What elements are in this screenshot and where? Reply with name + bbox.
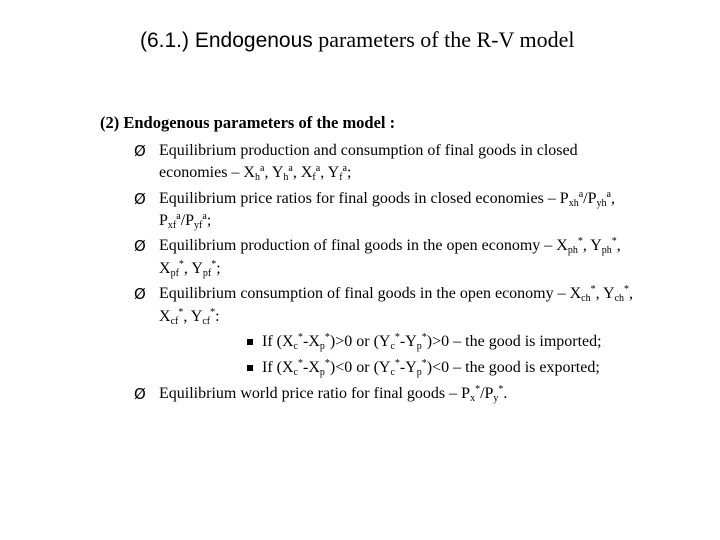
slide-title (140, 26, 574, 55)
item-1-line-2: economies – $X_h^a$, $Y_h^a$, $X_f^a$, $Y_f^a$; (159, 163, 352, 183)
item-2-line-2: $P_{xf}^a/P_{yf}^a$; (159, 211, 212, 231)
title-part-2: parameters of the R-V model (318, 27, 575, 52)
item-5-line-1: Equilibrium world price ratio for final goods – $P_x^*/P_y^*$. (159, 384, 508, 404)
square-bullet-icon (247, 365, 253, 371)
arrow-bullet-icon: Ø (134, 285, 146, 303)
item-4-line-2: $X_{cf}^*$, $Y_{cf}^*$: (159, 307, 220, 327)
arrow-bullet-icon: Ø (134, 237, 146, 255)
title-part-1: (6.1.) Endogenous (140, 29, 313, 52)
item-1-line-1: Equilibrium production and consumption of final goods in closed (159, 142, 578, 159)
sub-item-exported: If $(X_c^*-X_p^*)<0$ or $(Y_c^*-Y_p^*)<0$ – the good is exported; (262, 358, 600, 378)
arrow-bullet-icon: Ø (134, 142, 146, 160)
arrow-bullet-icon: Ø (134, 190, 146, 208)
square-bullet-icon (247, 339, 253, 345)
item-3-line-1: Equilibrium production of final goods in the open economy – $X_{ph}^*$, $Y_{ph}^*$, (159, 236, 621, 256)
item-3-line-2: $X_{pf}^*$, $Y_{pf}^*$; (159, 259, 221, 279)
subheading: (2) Endogenous parameters of the model : (100, 113, 396, 132)
arrow-bullet-icon: Ø (134, 385, 146, 403)
item-4-line-1: Equilibrium consumption of final goods in the open economy – $X_{ch}^*$, $Y_{ch}^*$, (159, 284, 634, 304)
item-2-line-1: Equilibrium price ratios for final goods in closed economies – $P_{xh}^a/P_{yh}^a$, (159, 189, 615, 209)
sub-item-imported: If $(X_c^*-X_p^*)>0$ or $(Y_c^*-Y_p^*)>0$ – the good is imported; (262, 332, 602, 352)
